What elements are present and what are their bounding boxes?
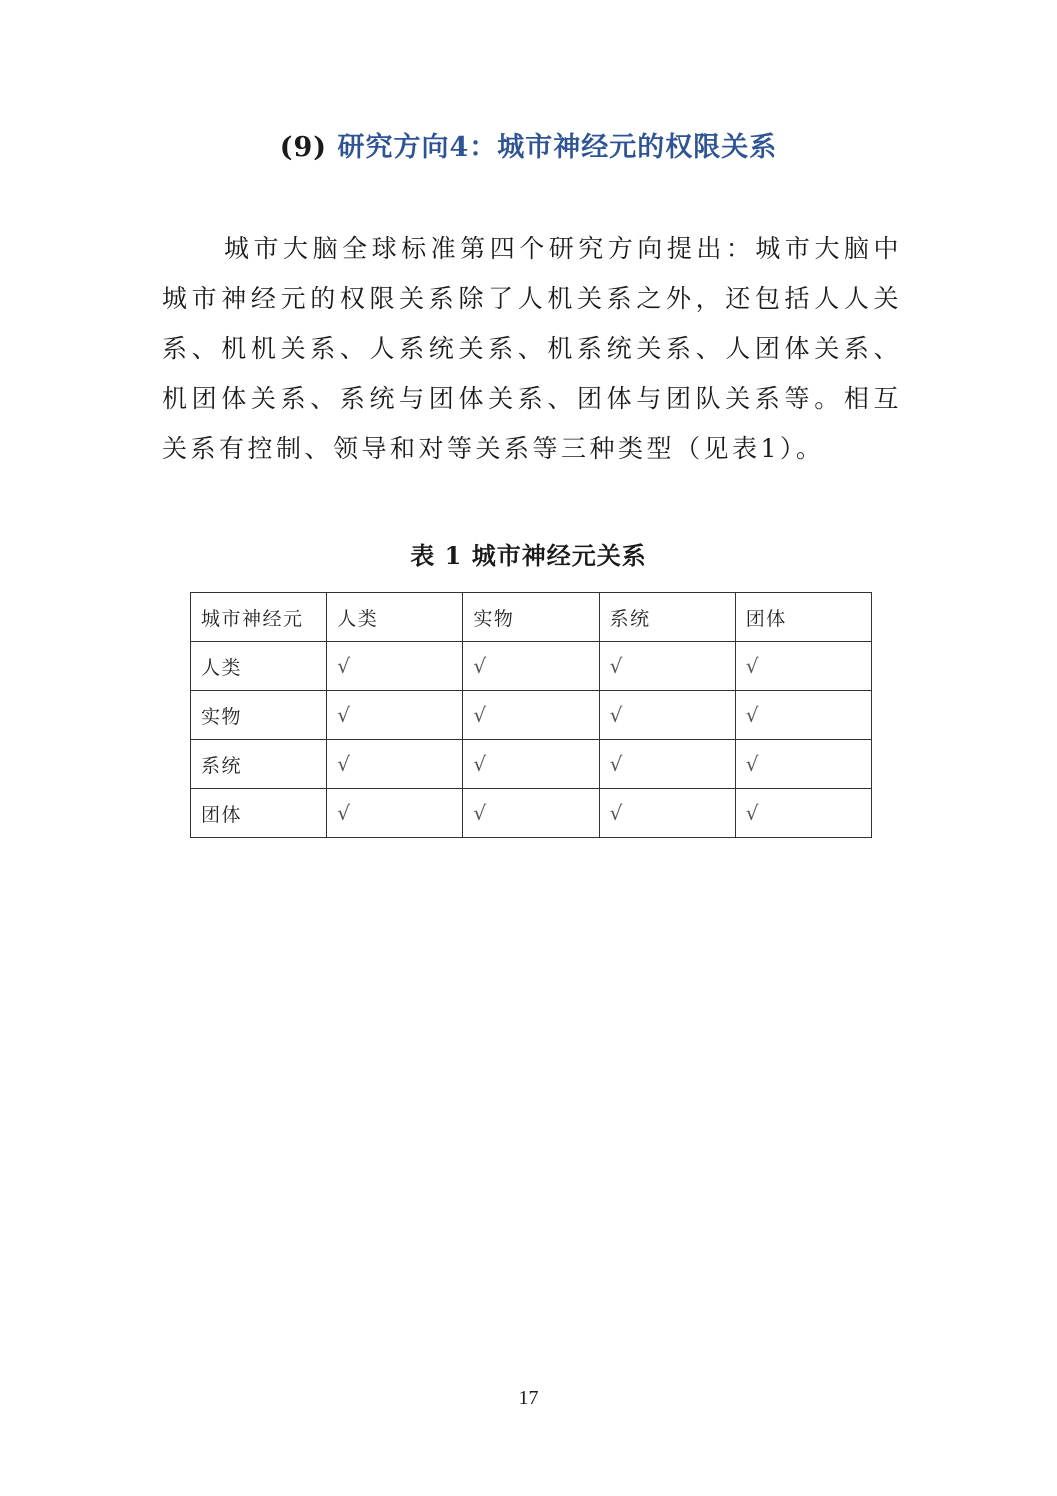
check-cell: √ xyxy=(599,789,735,838)
header-cell: 团体 xyxy=(735,593,871,642)
check-cell: √ xyxy=(599,740,735,789)
check-cell: √ xyxy=(735,642,871,691)
check-cell: √ xyxy=(463,740,599,789)
body-paragraph: 城市大脑全球标准第四个研究方向提出：城市大脑中城市神经元的权限关系除了人机关系之外，还包括人人关系、机机关系、人系统关系、机系统关系、人团体关系、机团体关系、系统与团体关系、团体与团队关系等。相互关系有控制、领导和对等关系等三种类型（见表1）。 xyxy=(162,234,902,463)
table-caption: 表 1 城市神经元关系 xyxy=(410,541,647,570)
header-cell: 系统 xyxy=(599,593,735,642)
header-cell: 城市神经元 xyxy=(191,593,327,642)
check-cell: √ xyxy=(463,789,599,838)
section-number: (9) xyxy=(279,132,328,163)
row-label-cell: 实物 xyxy=(191,691,327,740)
row-label-cell: 系统 xyxy=(191,740,327,789)
row-label-cell: 团体 xyxy=(191,789,327,838)
section-title: 研究方向4：城市神经元的权限关系 xyxy=(337,132,778,163)
row-label-cell: 人类 xyxy=(191,642,327,691)
check-cell: √ xyxy=(599,691,735,740)
check-cell: √ xyxy=(735,789,871,838)
page-number: 17 xyxy=(518,1387,539,1409)
table-header-row xyxy=(191,593,872,642)
header-cell: 实物 xyxy=(463,593,599,642)
check-cell: √ xyxy=(463,642,599,691)
check-cell: √ xyxy=(327,789,463,838)
check-cell: √ xyxy=(327,642,463,691)
header-cell: 人类 xyxy=(327,593,463,642)
table-row xyxy=(191,789,872,838)
table-row xyxy=(191,691,872,740)
check-cell: √ xyxy=(599,642,735,691)
table-row xyxy=(191,740,872,789)
check-cell: √ xyxy=(735,691,871,740)
check-cell: √ xyxy=(735,740,871,789)
table-row xyxy=(191,642,872,691)
section-heading xyxy=(0,128,1057,168)
relationship-table xyxy=(190,592,872,838)
check-cell: √ xyxy=(327,740,463,789)
check-cell: √ xyxy=(463,691,599,740)
check-cell: √ xyxy=(327,691,463,740)
